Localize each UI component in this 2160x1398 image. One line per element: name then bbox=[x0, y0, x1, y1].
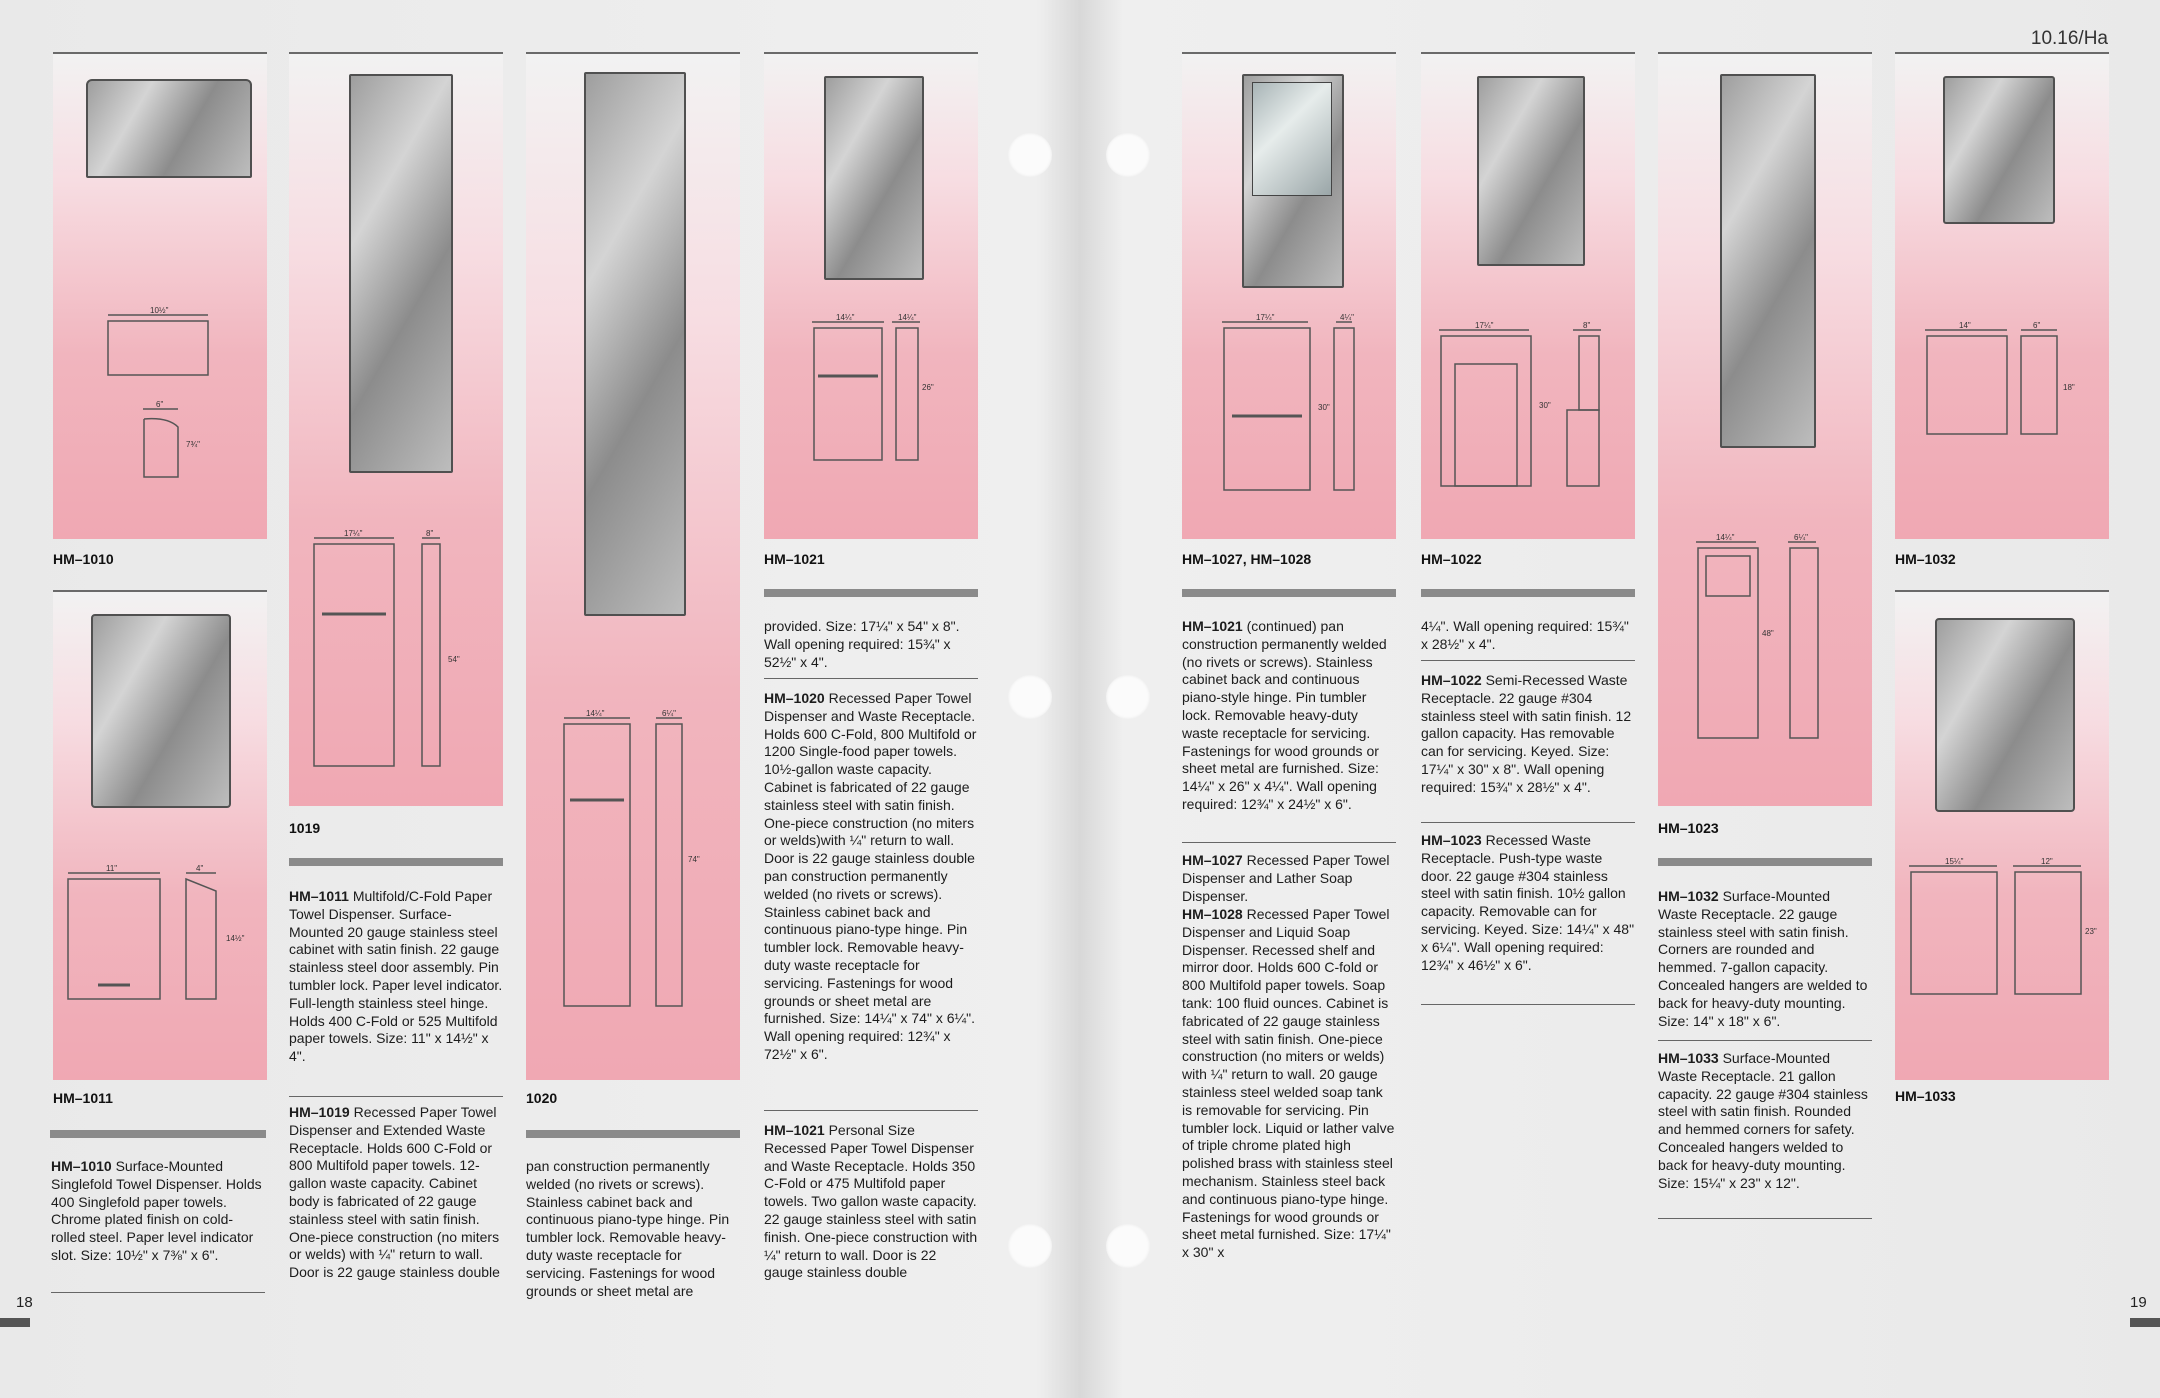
desc-1019-cont: pan construction permanently welded (no rivets or screws). Stainless cabinet back and continuous piano-type hinge. Pin tumbler lock. Removable heavy-duty waste receptacle for servicing. Fastenings for wood grounds or sheet metal are bbox=[526, 1158, 730, 1299]
svg-text:23": 23" bbox=[2085, 927, 2097, 936]
svg-text:14¼": 14¼" bbox=[1716, 533, 1735, 542]
tag-hm1011: HM–1011 bbox=[53, 1090, 113, 1106]
svg-text:30": 30" bbox=[1539, 401, 1551, 410]
desc-hm1020: HM–1020 Recessed Paper Towel Dispenser and Waste Receptacle. Holds 600 C-Fold, 800 Multifold or 1200 Single-food paper towels. 10½-gallon waste capacity. Cabinet is fabricated of 22 gauge stainless steel with satin finish. One-piece construction (no miters or welds)with ¼" return to wall. Door is 22 gauge stainless double pan construction permanently welded (no rivets or screws). Stainless cabinet back and continuous piano-type hinge. Pin tumbler lock. Removable heavy-duty waste receptacle for servicing. Fastenings for wood grounds or sheet metal are furnished. Size: 14¼" x 74" x 6¼". Wall opening required: 12¾" x 72½" x 6". bbox=[764, 690, 977, 1062]
tag-hm1033: HM–1033 bbox=[1895, 1088, 1956, 1104]
hm1033-photo bbox=[1935, 618, 2075, 812]
hm1010-drawing bbox=[108, 306, 218, 509]
divider bbox=[764, 678, 978, 679]
tag-1019: 1019 bbox=[289, 820, 321, 836]
product-panel-hm1023 bbox=[1658, 52, 1872, 806]
binder-hole bbox=[1008, 675, 1052, 719]
svg-text:14¼": 14¼" bbox=[586, 709, 605, 718]
hm1032-drawing bbox=[1925, 321, 2095, 474]
product-panel-hm1021 bbox=[764, 52, 978, 539]
binder-hole bbox=[1008, 1224, 1052, 1268]
hm1033-drawing bbox=[1909, 857, 2109, 1000]
divider bbox=[1182, 842, 1396, 843]
desc-hm1032: HM–1032 Surface-Mounted Waste Receptacle. 22 gauge stainless steel with satin finish. Corners are rounded and hemmed. 7-gallon capacity. Concealed hangers are welded to back for heavy-duty mounting. Size: 14" x 18" x 6". bbox=[1658, 888, 1868, 1029]
hm1022-drawing bbox=[1439, 321, 1629, 524]
desc-1019-end: provided. Size: 17¼" x 54" x 8". Wall opening required: 15¾" x 52½" x 4". bbox=[764, 618, 960, 670]
desc-hm1011: HM–1011 Multifold/C-Fold Paper Towel Dispenser. Surface-Mounted 20 gauge stainless steel cabinet with satin finish. 22 gauge stainless steel door assembly. Pin tumbler lock. Paper level indicator. Full-length stainless steel hinge. Holds 400 C-Fold or 525 Multifold paper towels. Size: 11" x 14½" x 4". bbox=[289, 888, 503, 1065]
desc-hm1021: HM–1021 Personal Size Recessed Paper Towel Dispenser and Waste Receptacle. Holds 350 C-Fold or 475 Multifold paper towels. Two gallon waste capacity. 22 gauge stainless steel with satin finish. One-piece construction with ¼" return to wall. Door is 22 gauge stainless double bbox=[764, 1122, 978, 1281]
hm1027-drawing bbox=[1222, 313, 1392, 536]
desc-hm1027: HM–1027 Recessed Paper Towel Dispenser and Lather Soap Dispenser. bbox=[1182, 852, 1390, 904]
product-panel-hm1033 bbox=[1895, 590, 2109, 1080]
svg-text:74": 74" bbox=[688, 855, 700, 864]
divider bbox=[1658, 1040, 1872, 1041]
svg-text:8": 8" bbox=[1583, 321, 1591, 330]
product-panel-1020 bbox=[526, 52, 740, 1080]
page-tab-right bbox=[2130, 1318, 2160, 1327]
svg-text:17¼": 17¼" bbox=[1256, 313, 1275, 322]
1019-photo bbox=[349, 74, 453, 473]
svg-text:4¼": 4¼" bbox=[1340, 313, 1354, 322]
divider bbox=[1421, 1004, 1635, 1005]
1020-photo bbox=[584, 72, 686, 616]
product-panel-hm1027 bbox=[1182, 52, 1396, 539]
binder-hole bbox=[1106, 675, 1150, 719]
hm1021-drawing bbox=[812, 313, 962, 506]
desc-hm1021-cont: HM–1021 (continued) pan construction permanently welded (no rivets or screws). Stainless cabinet back and continuous piano-style hinge. Pin tumbler lock. Removable heavy-duty waste receptacle for servicing. Fastenings for wood grounds or sheet metal are furnished. Size: 14¼" x 26" x 4¼". Wall opening required: 12¾" x 24½" x 6". bbox=[1182, 618, 1387, 812]
svg-text:10½": 10½" bbox=[150, 306, 169, 315]
tag-hm1022: HM–1022 bbox=[1421, 551, 1482, 567]
svg-text:11": 11" bbox=[106, 864, 118, 873]
section-bar bbox=[764, 589, 978, 597]
desc-hm1033: HM–1033 Surface-Mounted Waste Receptacle. 21 gallon capacity. 22 gauge #304 stainless steel with satin finish. Rounded and hemmed corners for safety. Concealed hangers welded to back for heavy-duty mounting. Size: 15¼" x 23" x 12". bbox=[1658, 1050, 1868, 1191]
page-number-left: 18 bbox=[16, 1294, 33, 1311]
divider bbox=[1421, 822, 1635, 823]
binder-hole bbox=[1106, 1224, 1150, 1268]
hm1010-photo bbox=[86, 79, 252, 178]
tag-hm1021: HM–1021 bbox=[764, 551, 825, 567]
divider bbox=[764, 1110, 978, 1111]
svg-text:6": 6" bbox=[156, 400, 164, 409]
desc-1019: HM–1019 Recessed Paper Towel Dispenser and Extended Waste Receptacle. Holds 600 C-Fold or 800 Multifold paper towels. 12-gallon waste capacity. Cabinet body is fabricated of 22 gauge stainless steel with satin finish. One-piece construction (no miters or welds) with ¼" return to wall. Door is 22 gauge stainless double bbox=[289, 1104, 500, 1281]
tag-hm1010: HM–1010 bbox=[53, 551, 114, 567]
product-panel-hm1010 bbox=[53, 52, 267, 539]
binder-hole bbox=[1008, 133, 1052, 177]
svg-text:54": 54" bbox=[448, 655, 460, 664]
desc-hm1022: HM–1022 Semi-Recessed Waste Receptacle. 22 gauge #304 stainless steel with satin finish. 12 gallon capacity. Has removable can for servicing. Keyed. Size: 17¼" x 30" x 8". Wall opening required: 15¾" x 28½" x 4". bbox=[1421, 672, 1632, 795]
svg-text:6": 6" bbox=[2033, 321, 2041, 330]
svg-text:15¼": 15¼" bbox=[1945, 857, 1964, 866]
section-bar bbox=[526, 1130, 740, 1138]
divider bbox=[289, 1096, 503, 1097]
section-bar bbox=[1658, 858, 1872, 866]
hm1023-drawing bbox=[1696, 533, 1866, 776]
page-tab-left bbox=[0, 1318, 30, 1327]
svg-text:8": 8" bbox=[426, 529, 434, 538]
svg-text:4": 4" bbox=[196, 864, 204, 873]
hm1023-photo bbox=[1720, 74, 1816, 448]
desc-hm1010: HM–1010 Surface-Mounted Singlefold Towel Dispenser. Holds 400 Singlefold paper towels. Chrome plated finish on cold-rolled steel. Paper level indicator slot. Size: 10½" x 7⅜" x 6". bbox=[51, 1158, 262, 1263]
svg-text:26": 26" bbox=[922, 383, 934, 392]
svg-text:14¼": 14¼" bbox=[836, 313, 855, 322]
divider bbox=[1658, 1218, 1872, 1219]
product-panel-1019 bbox=[289, 52, 503, 806]
1019-drawing bbox=[314, 529, 499, 782]
divider bbox=[51, 1292, 265, 1293]
section-bar bbox=[289, 858, 503, 866]
tag-hm1023: HM–1023 bbox=[1658, 820, 1719, 836]
product-panel-hm1011 bbox=[53, 590, 267, 1080]
svg-text:14¼": 14¼" bbox=[898, 313, 917, 322]
binder-hole bbox=[1106, 133, 1150, 177]
tag-1020: 1020 bbox=[526, 1090, 558, 1106]
hm1027-mirror bbox=[1252, 82, 1332, 196]
section-bar bbox=[1182, 589, 1396, 597]
desc-hm1023: HM–1023 Recessed Waste Receptacle. Push-type waste door. 22 gauge #304 stainless steel with satin finish. 10½ gallon capacity. Removable can for servicing. Keyed. Size: 14¼" x 48" x 6¼". Wall opening required: 12¾" x 46½" x 6". bbox=[1421, 832, 1635, 973]
svg-text:17¼": 17¼" bbox=[344, 529, 363, 538]
svg-text:18": 18" bbox=[2063, 383, 2075, 392]
svg-text:14": 14" bbox=[1959, 321, 1971, 330]
svg-text:48": 48" bbox=[1762, 629, 1774, 638]
svg-text:30": 30" bbox=[1318, 403, 1330, 412]
page-number-right: 19 bbox=[2130, 1294, 2147, 1311]
desc-hm1028-end: 4¼". Wall opening required: 15¾" x 28½" x 4". bbox=[1421, 618, 1629, 652]
section-bar bbox=[1421, 589, 1635, 597]
product-panel-hm1032 bbox=[1895, 52, 2109, 539]
1020-drawing bbox=[564, 709, 734, 1052]
hm1022-photo bbox=[1477, 76, 1585, 266]
tag-hm1027: HM–1027, HM–1028 bbox=[1182, 551, 1312, 567]
hm1011-photo bbox=[91, 614, 231, 808]
divider bbox=[1421, 660, 1635, 661]
svg-text:17¼": 17¼" bbox=[1475, 321, 1494, 330]
product-panel-hm1022 bbox=[1421, 52, 1635, 539]
svg-text:14½": 14½" bbox=[226, 934, 245, 943]
hm1011-drawing bbox=[68, 864, 268, 1007]
hm1021-photo bbox=[824, 76, 924, 280]
svg-text:6¼": 6¼" bbox=[1794, 533, 1808, 542]
svg-text:6¼": 6¼" bbox=[662, 709, 676, 718]
page-code: 10.16/Ha bbox=[2030, 28, 2108, 49]
tag-hm1032: HM–1032 bbox=[1895, 551, 1956, 567]
hm1032-photo bbox=[1943, 76, 2055, 224]
section-bar bbox=[50, 1130, 266, 1138]
desc-hm1028: HM–1028 Recessed Paper Towel Dispenser and Liquid Soap Dispenser. Recessed shelf and mirror door. Holds 600 C-fold or 800 Multifold paper towels. Soap tank: 100 fluid ounces. Cabinet is fabricated of 22 gauge stainless steel with satin finish. One-piece construction (no miters or welds) with ¼" return to wall. 20 gauge stainless steel welded soap tank is removable for servicing. Pin tumbler lock. Liquid or lather valve of triple chrome plated high polished brass with stainless steel mechanism. Stainless steel back and continuous piano-type hinge. Fastenings for wood grounds or sheet metal furnished. Size: 17¼" x 30" x bbox=[1182, 906, 1395, 1261]
svg-text:12": 12" bbox=[2041, 857, 2053, 866]
svg-text:7¾": 7¾" bbox=[186, 440, 200, 449]
